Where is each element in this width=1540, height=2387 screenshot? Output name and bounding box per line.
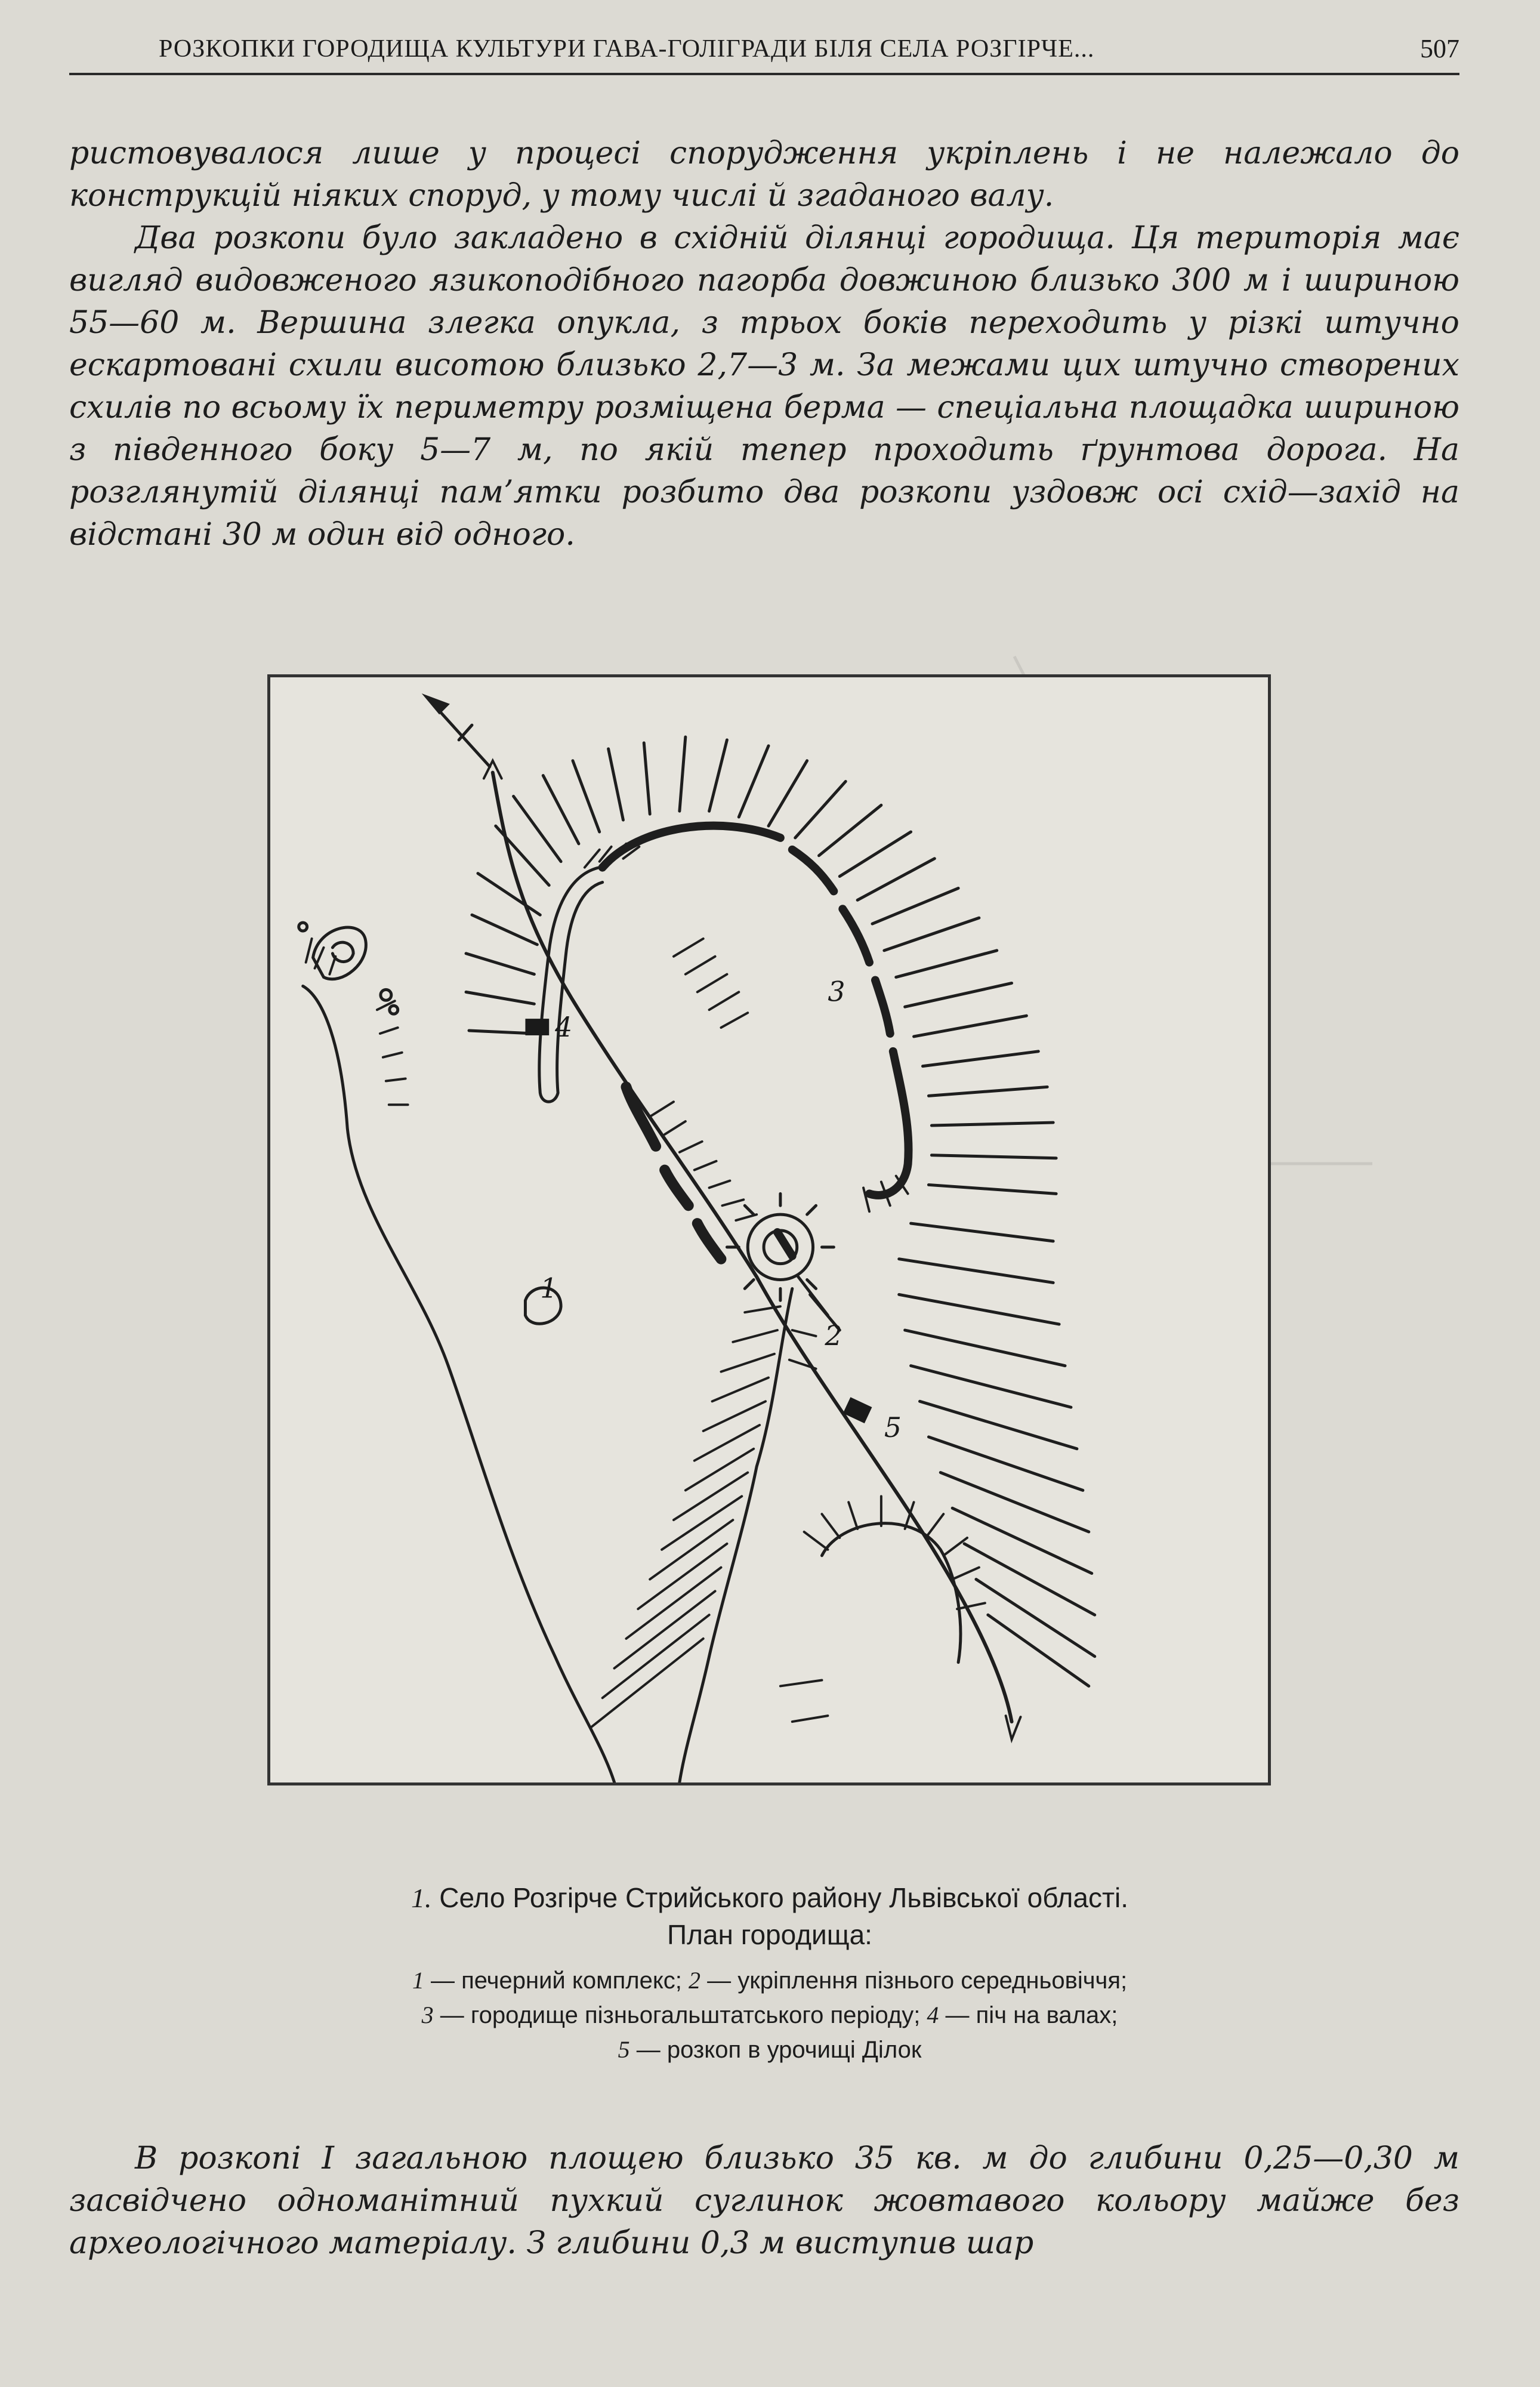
- oven-marker-icon: [525, 1019, 549, 1035]
- figure-caption-subtitle: План городища:: [667, 1919, 872, 1950]
- inner-hatching-west: [585, 844, 757, 1220]
- legend-line-3: [179, 2033, 1360, 2067]
- south-ravine: [680, 1288, 961, 1782]
- body-text-bottom: [69, 2138, 1459, 2265]
- legend-number-5: 5: [618, 2036, 630, 2063]
- figure-legend: [179, 1963, 1360, 2067]
- site-plan-figure: [267, 674, 1271, 1785]
- cave-complex-icon: [299, 923, 561, 1324]
- legend-text-1: — печерний комплекс;: [424, 1967, 689, 1994]
- legend-number-2: 2: [689, 1967, 700, 1994]
- legend-number-1: 1: [412, 1967, 424, 1994]
- legend-text-2: — укріплення пізнього середньовіччя;: [700, 1967, 1128, 1994]
- dirt-road: [493, 773, 1012, 1722]
- map-label-1: 1: [540, 1272, 558, 1304]
- map-label-4: 4: [555, 1011, 573, 1043]
- cliff-hatching-upper-left: [306, 939, 408, 1105]
- figure-number: 1.: [411, 1883, 432, 1913]
- map-label-5: 5: [884, 1411, 902, 1444]
- map-label-3: 3: [828, 976, 845, 1008]
- legend-line-1: [179, 1963, 1360, 1998]
- site-plan-map: [270, 677, 1268, 1782]
- north-arrow-icon: [424, 695, 489, 766]
- paragraph-excavation-one: В розкопі І загальною площею близько 35 кв. м до глибини 0,25—0,30 м засвідчено одноманітний пухкий суглинок жовтавого кольору майже без археологічного матеріалу. З глибини 0,3 м виступив шар: [69, 2141, 1459, 2261]
- running-head: РОЗКОПКИ ГОРОДИЩА КУЛЬТУРИ ГАВА-ГОЛІГРАДИ БІЛЯ СЕЛА РОЗГІРЧЕ...: [159, 35, 1095, 63]
- page-header: [69, 31, 1459, 75]
- legend-line-2: [179, 1998, 1360, 2033]
- riverbank-line: [303, 986, 615, 1782]
- escarpment-hatching: [466, 737, 1095, 1686]
- figure-caption-title: [179, 1880, 1360, 1916]
- legend-text-4: — піч на валах;: [939, 2002, 1118, 2028]
- medieval-fortification: [727, 1194, 834, 1300]
- body-text-top: [69, 132, 1459, 556]
- paragraph-continued: ристовувалося лише у процесі спорудження укріплень і не належало до конструкцій ніяких споруд, у тому числі й згаданого валу.: [69, 135, 1459, 214]
- west-rampart: [539, 868, 721, 1259]
- legend-number-3: 3: [421, 2001, 434, 2028]
- legend-number-4: 4: [927, 2001, 939, 2028]
- page-number: 507: [1420, 34, 1459, 63]
- figure-title: Село Розгірче Стрийського району Львівської області.: [439, 1882, 1129, 1913]
- legend-text-5: — розкоп в урочищі Ділок: [629, 2037, 922, 2063]
- paragraph-excavations: Два розкопи було закладено в східній ділянці городища. Ця територія має вигляд видовженого язикоподібного пагорба довжиною близько 300 м і шириною 55—60 м. Вершина злегка опукла, з трьох боків переходить у різкі штучно ескартовані схили висотою близько 2,7—3 м. За межами цих штучно створених схилів по всьому їх периметру розміщена берма — спеціальна площадка шириною з південного боку 5—7 м, по якій тепер проходить ґрунтова дорога. На розглянутій ділянці пам’ятки розбито два розкопи уздовж осі схід—захід на відстані 30 м один від одного.: [69, 220, 1459, 553]
- legend-text-3: — городище пізньогальштатського періоду;: [433, 2002, 927, 2028]
- map-label-2: 2: [825, 1319, 842, 1352]
